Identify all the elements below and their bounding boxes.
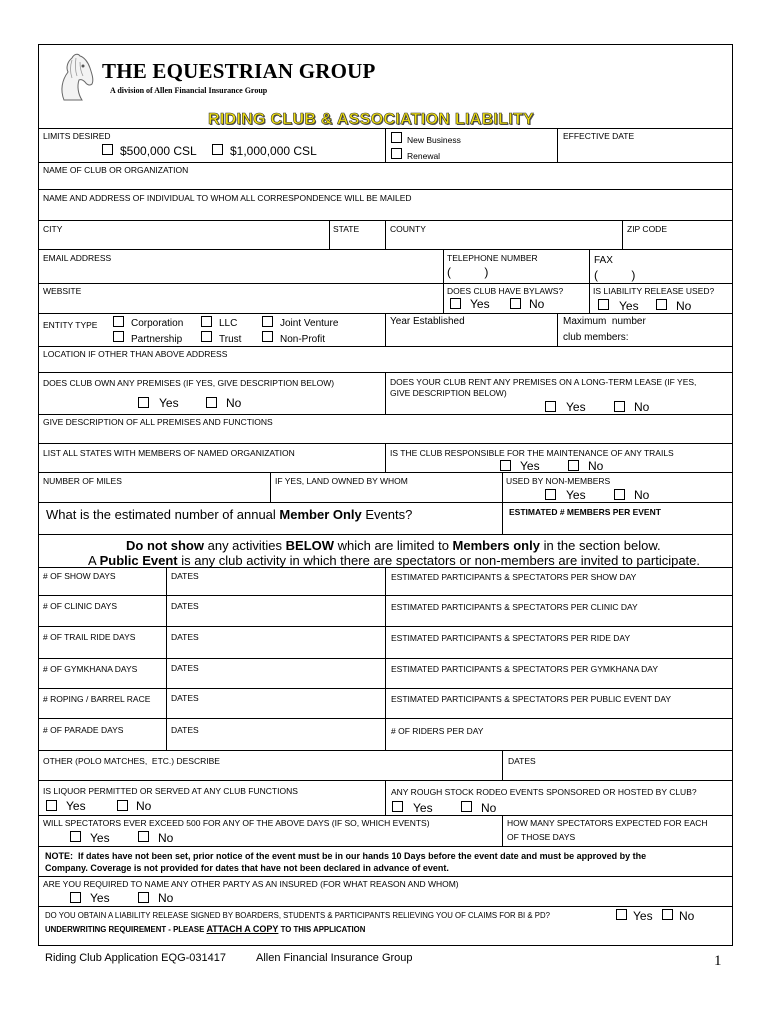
activity-dates-label: DATES <box>171 571 199 581</box>
own-premises-yes-checkbox[interactable] <box>138 397 149 408</box>
divider <box>38 472 733 473</box>
partnership-checkbox[interactable] <box>113 331 124 342</box>
notice-text: Members only <box>452 538 540 553</box>
limit-1m-checkbox[interactable] <box>212 144 223 155</box>
divider <box>502 750 503 780</box>
bylaws-no-label: No <box>529 297 545 311</box>
state-label: STATE <box>333 224 360 234</box>
notice-text: Public Event <box>99 553 178 568</box>
rodeo-label: ANY ROUGH STOCK RODEO EVENTS SPONSORED OR HOSTED BY CLUB? <box>391 787 697 797</box>
divider <box>38 283 733 284</box>
rodeo-no-checkbox[interactable] <box>461 801 472 812</box>
county-label: COUNTY <box>390 224 426 234</box>
non-members-yes-checkbox[interactable] <box>545 489 556 500</box>
partnership-label: Partnership <box>131 334 183 345</box>
activity-count-label: # OF TRAIL RIDE DAYS <box>43 632 136 642</box>
entity-type-label: ENTITY TYPE <box>43 320 98 330</box>
divider <box>38 162 733 163</box>
divider <box>329 220 330 249</box>
activity-dates-label: DATES <box>171 601 199 611</box>
footer-company: Allen Financial Insurance Group <box>256 952 413 964</box>
notice-text: BELOW <box>285 538 335 553</box>
non-profit-checkbox[interactable] <box>262 331 273 342</box>
renewal-checkbox[interactable] <box>391 148 402 159</box>
trails-no-checkbox[interactable] <box>568 460 579 471</box>
non-members-no-label: No <box>634 488 650 502</box>
release-used-yes-checkbox[interactable] <box>598 299 609 310</box>
divider <box>38 750 733 751</box>
non-profit-label: Non-Profit <box>280 334 326 345</box>
own-premises-no-label: No <box>226 396 242 410</box>
underwriting-requirement <box>45 924 365 935</box>
liquor-no-checkbox[interactable] <box>117 800 128 811</box>
how-many-spectators-label-2: OF THOSE DAYS <box>507 832 576 842</box>
notice-line-1 <box>126 538 661 553</box>
trails-label: IS THE CLUB RESPONSIBLE FOR THE MAINTENANCE OF ANY TRAILS <box>390 448 674 458</box>
liquor-yes-checkbox[interactable] <box>46 800 57 811</box>
effective-date-label: EFFECTIVE DATE <box>563 131 635 141</box>
notice-text: A <box>88 553 100 568</box>
liquor-yes-label: Yes <box>66 799 86 813</box>
divider <box>270 472 271 502</box>
activity-estimate-label: ESTIMATED PARTICIPANTS & SPECTATORS PER SHOW DAY <box>391 572 637 582</box>
insured-no-checkbox[interactable] <box>138 892 149 903</box>
insured-yes-checkbox[interactable] <box>70 892 81 903</box>
divider <box>38 815 733 816</box>
activity-estimate-label: ESTIMATED PARTICIPANTS & SPECTATORS PER GYMKHANA DAY <box>391 664 659 674</box>
liquor-label: IS LIQUOR PERMITTED OR SERVED AT ANY CLUB FUNCTIONS <box>43 786 298 796</box>
activity-estimate-label: ESTIMATED PARTICIPANTS & SPECTATORS PER RIDE DAY <box>391 633 631 643</box>
company-name: THE EQUESTRIAN GROUP <box>102 59 376 83</box>
rent-premises-yes-label: Yes <box>566 400 586 414</box>
bylaws-yes-checkbox[interactable] <box>450 298 461 309</box>
release-used-no-label: No <box>676 299 692 313</box>
rent-premises-label-2: GIVE DESCRIPTION BELOW) <box>390 388 507 398</box>
rent-premises-yes-checkbox[interactable] <box>545 401 556 412</box>
divider <box>385 313 386 346</box>
divider <box>502 815 503 846</box>
zip-label: ZIP CODE <box>627 224 667 234</box>
states-label: LIST ALL STATES WITH MEMBERS OF NAMED ORGANIZATION <box>43 448 295 458</box>
non-members-label: USED BY NON-MEMBERS <box>506 476 611 486</box>
max-members-label-2: club members: <box>563 332 629 343</box>
activity-count-label: # OF PARADE DAYS <box>43 725 124 735</box>
spectators-no-checkbox[interactable] <box>138 831 149 842</box>
footer-form-id: Riding Club Application EQG-031417 <box>45 952 227 964</box>
divider <box>557 128 558 162</box>
activity-dates-label: DATES <box>171 632 199 642</box>
divider <box>589 249 590 313</box>
limit-1m-label: $1,000,000 CSL <box>230 144 317 158</box>
divider <box>166 567 167 750</box>
city-label: CITY <box>43 224 63 234</box>
fax-label: FAX <box>594 255 613 266</box>
rodeo-no-label: No <box>481 801 497 815</box>
divider <box>38 876 733 877</box>
notice-text: is any club activity in which there are spectators or non-members are invited to participate. <box>177 553 701 568</box>
insured-yes-label: Yes <box>90 891 110 905</box>
new-business-label: New Business <box>407 135 461 145</box>
corporation-label: Corporation <box>131 318 184 329</box>
activity-count-label: # OF CLINIC DAYS <box>43 601 117 611</box>
note-line-1: NOTE: If dates have not been set, prior notice of the event must be in our hands 10 Days before the event date and must be approved by the <box>45 851 647 861</box>
renewal-label: Renewal <box>407 151 441 161</box>
release-used-label: IS LIABILITY RELEASE USED? <box>593 286 715 296</box>
trails-yes-checkbox[interactable] <box>500 460 511 471</box>
member-events-question <box>46 507 412 522</box>
divider <box>38 346 733 347</box>
joint-venture-label: Joint Venture <box>280 318 339 329</box>
release-signed-yes-label: Yes <box>633 909 653 923</box>
release-signed-label: DO YOU OBTAIN A LIABILITY RELEASE SIGNED BY BOARDERS, STUDENTS & PARTICIPANTS RELIEVING YOU OF CLAIMS FOR BI & PD? <box>45 911 550 920</box>
divider <box>38 249 733 250</box>
divider <box>38 534 733 535</box>
activity-estimate-label: ESTIMATED PARTICIPANTS & SPECTATORS PER PUBLIC EVENT DAY <box>391 694 672 704</box>
liquor-no-label: No <box>136 799 152 813</box>
page-number: 1 <box>714 953 722 969</box>
own-premises-yes-label: Yes <box>159 396 179 410</box>
divider <box>385 220 386 249</box>
miles-label: NUMBER OF MILES <box>43 476 122 486</box>
spectators-no-label: No <box>158 831 174 845</box>
trails-no-label: No <box>588 459 604 473</box>
rodeo-yes-label: Yes <box>413 801 433 815</box>
activity-count-label: # OF GYMKHANA DAYS <box>43 664 138 674</box>
form-title: RIDING CLUB & ASSOCIATION LIABILITY <box>208 111 535 128</box>
activity-estimate-label: # OF RIDERS PER DAY <box>391 726 484 736</box>
email-label: EMAIL ADDRESS <box>43 253 112 263</box>
activity-count-label: # OF SHOW DAYS <box>43 571 116 581</box>
release-used-no-checkbox[interactable] <box>656 299 667 310</box>
non-members-no-checkbox[interactable] <box>614 489 625 500</box>
rodeo-yes-checkbox[interactable] <box>392 801 403 812</box>
note-line-2: Company. Coverage is not provided for dates that have not been declared in advance of event. <box>45 863 449 873</box>
own-premises-label: DOES CLUB OWN ANY PREMISES (IF YES, GIVE DESCRIPTION BELOW) <box>43 378 335 388</box>
bylaws-label: DOES CLUB HAVE BYLAWS? <box>447 286 564 296</box>
non-members-yes-label: Yes <box>566 488 586 502</box>
website-label: WEBSITE <box>43 286 82 296</box>
divider <box>385 372 386 414</box>
divider <box>502 472 503 534</box>
release-used-yes-label: Yes <box>619 299 639 313</box>
notice-text: which are limited to <box>334 538 453 553</box>
llc-checkbox[interactable] <box>201 316 212 327</box>
notice-line-2 <box>88 553 700 568</box>
release-signed-no-checkbox[interactable] <box>662 909 673 920</box>
member-events-question-pre: What is the estimated number of annual <box>46 507 280 522</box>
telephone-field[interactable]: ( ) <box>447 265 489 279</box>
limit-500k-label: $500,000 CSL <box>120 144 197 158</box>
llc-label: LLC <box>219 318 238 329</box>
release-signed-yes-checkbox[interactable] <box>616 909 627 920</box>
year-established-label: Year Established <box>390 316 465 327</box>
activity-dates-label: DATES <box>171 693 199 703</box>
divider <box>385 780 386 815</box>
underwriting-text: TO THIS APPLICATION <box>278 925 366 934</box>
notice-text: Do not show <box>126 538 204 553</box>
fax-field[interactable]: ( ) <box>594 268 636 282</box>
limit-500k-checkbox[interactable] <box>102 144 113 155</box>
other-describe-label: OTHER (POLO MATCHES, ETC.) DESCRIBE <box>43 756 220 766</box>
activity-estimate-label: ESTIMATED PARTICIPANTS & SPECTATORS PER CLINIC DAY <box>391 602 638 612</box>
club-name-label: NAME OF CLUB OR ORGANIZATION <box>43 165 189 175</box>
trails-yes-label: Yes <box>520 459 540 473</box>
divider <box>385 567 386 750</box>
rent-premises-no-checkbox[interactable] <box>614 401 625 412</box>
joint-venture-checkbox[interactable] <box>262 316 273 327</box>
how-many-spectators-label: HOW MANY SPECTATORS EXPECTED FOR EACH <box>507 818 708 828</box>
land-owned-label: IF YES, LAND OWNED BY WHOM <box>275 476 408 486</box>
telephone-label: TELEPHONE NUMBER <box>447 253 538 263</box>
divider <box>38 502 733 503</box>
trust-checkbox[interactable] <box>201 331 212 342</box>
bylaws-yes-label: Yes <box>470 297 490 311</box>
own-premises-no-checkbox[interactable] <box>206 397 217 408</box>
other-dates-label: DATES <box>508 756 536 766</box>
attach-copy-text: ATTACH A COPY <box>206 924 279 934</box>
spectators-exceed-label: WILL SPECTATORS EVER EXCEED 500 FOR ANY OF THE ABOVE DAYS (IF SO, WHICH EVENTS) <box>43 818 430 828</box>
divider <box>38 846 733 847</box>
divider <box>385 443 386 472</box>
divider <box>38 414 733 415</box>
divider <box>38 906 733 907</box>
estimated-members-label: ESTIMATED # MEMBERS PER EVENT <box>509 507 661 517</box>
member-events-question-bold: Member Only <box>279 507 362 522</box>
divider <box>38 189 733 190</box>
new-business-checkbox[interactable] <box>391 132 402 143</box>
activity-dates-label: DATES <box>171 663 199 673</box>
max-members-label: Maximum number <box>563 316 646 327</box>
company-division: A division of Allen Financial Insurance Group <box>110 86 268 95</box>
divider <box>557 313 558 346</box>
describe-premises-label: GIVE DESCRIPTION OF ALL PREMISES AND FUNCTIONS <box>43 417 273 427</box>
activity-dates-label: DATES <box>171 725 199 735</box>
corporation-checkbox[interactable] <box>113 316 124 327</box>
divider <box>622 220 623 249</box>
location-label: LOCATION IF OTHER THAN ABOVE ADDRESS <box>43 349 228 359</box>
trust-label: Trust <box>219 334 242 345</box>
member-events-question-post: Events? <box>361 507 413 522</box>
activity-count-label: # ROPING / BARREL RACE <box>43 694 151 704</box>
divider <box>443 249 444 313</box>
rent-premises-label: DOES YOUR CLUB RENT ANY PREMISES ON A LONG-TERM LEASE (IF YES, <box>390 377 697 387</box>
release-signed-no-label: No <box>679 909 695 923</box>
underwriting-text: UNDERWRITING REQUIREMENT - PLEASE <box>45 925 207 934</box>
spectators-yes-label: Yes <box>90 831 110 845</box>
insured-no-label: No <box>158 891 174 905</box>
notice-text: any activities <box>204 538 286 553</box>
other-insured-label: ARE YOU REQUIRED TO NAME ANY OTHER PARTY AS AN INSURED (FOR WHAT REASON AND WHOM) <box>43 879 459 889</box>
bylaws-no-checkbox[interactable] <box>510 298 521 309</box>
rent-premises-no-label: No <box>634 400 650 414</box>
divider <box>385 128 386 162</box>
limits-label: LIMITS DESIRED <box>43 131 111 141</box>
notice-text: in the section below. <box>539 538 661 553</box>
spectators-yes-checkbox[interactable] <box>70 831 81 842</box>
correspondence-label: NAME AND ADDRESS OF INDIVIDUAL TO WHOM ALL CORRESPONDENCE WILL BE MAILED <box>43 193 412 203</box>
